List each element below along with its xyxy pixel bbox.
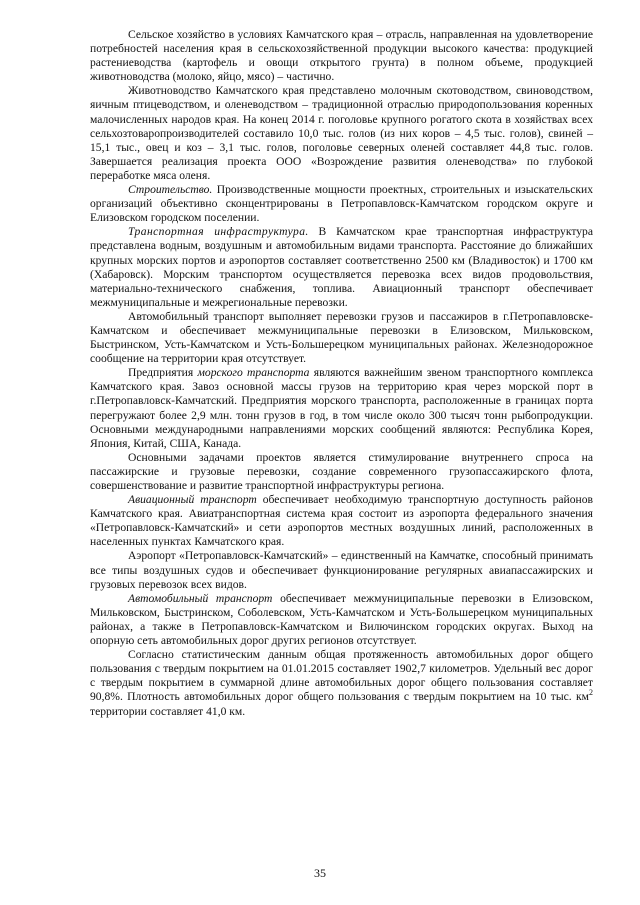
paragraph-sea-transport	[90, 366, 593, 451]
paragraph-lead: Транспортная инфраструктура.	[128, 225, 309, 239]
paragraph-text-before: Предприятия	[128, 366, 198, 380]
paragraph-agriculture	[90, 28, 593, 84]
paragraph-lead: Строительство.	[128, 183, 213, 197]
paragraph-text: Согласно статистическим данным общая протяженность автомобильных дорог общего пользования с твердым покрытием на 01.01.2015 составляет 1902,7 километров. Удельный вес дорог с твердым покрытием в суммарной длине автомобильных дорог общего пользования составляет 90,8%. Плотность автомобильных дорог общего пользования с твердым покрытием на 10 тыс. км	[90, 648, 593, 704]
paragraph-text-after: территории составляет 41,0 км.	[90, 704, 246, 718]
paragraph-text: обеспечивает межмуниципальные перевозки в Елизовском, Мильковском, Быстринском, Соболевском, Усть-Камчатском и Усть-Большерецком муниципальных районах, а также в Петропавловск-Камчатском и Вилючинском городских округах. Выход на опорную сеть автомобильных дорог других регионов отсутствует.	[90, 591, 593, 648]
paragraph-livestock	[90, 84, 593, 183]
paragraph-construction	[90, 183, 593, 225]
paragraph-text: Аэропорт «Петропавловск-Камчатский» – единственный на Камчатке, способный принимать все типы воздушных судов и обеспечивает функционирование регулярных авиапассажирских и грузовых перевозок всех видов.	[90, 549, 593, 591]
paragraph-text: Производственные мощности проектных, строительных и изыскательских организаций объективно сконцентрированы в Петропавловск-Камчатском городском округе и Елизовском городском поселении.	[90, 183, 593, 225]
paragraph-air-transport	[90, 493, 593, 549]
paragraph-lead: Автомобильный транспорт	[128, 591, 273, 605]
paragraph-text: В Камчатском крае транспортная инфраструктура представлена водным, воздушным и автомобильным видами транспорта. Расстояние до ближайших крупных морских портов и аэропортов составляет соответственно 2500 км (Владивосток) и 1700 км (Хабаровск). Морским транспортом осуществляется перевозка всех видов продовольствия, материально-технического снабжения, топлива. Авиационный транспорт обеспечивает межмуниципальные и межрегиональные перевозки.	[90, 225, 593, 309]
page-number: 35	[314, 866, 326, 880]
paragraph-road-statistics	[90, 648, 593, 718]
paragraph-text: Животноводство Камчатского края представлено молочным скотоводством, свиноводством, яичным птицеводством, и оленеводством – традиционной отраслью природопользования коренных малочисленных народов края. На конец 2014 г. поголовье крупного рогатого скота в хозяйствах всех сельхозтоваропроизводителей составило 10,0 тыс. голов (из них коров – 4,5 тыс. голов), свиней – 15,1 тыс., овец и коз – 3,1 тыс. голов, поголовье северных оленей составляет 44,8 тыс. голов. Завершается реализация проекта ООО «Возрождение развития оленеводства» по глубокой переработке мяса оленя.	[90, 84, 593, 182]
paragraph-road-transport-intro	[90, 310, 593, 366]
paragraph-airport	[90, 549, 593, 591]
paragraph-text: Сельское хозяйство в условиях Камчатского края – отрасль, направленная на удовлетворение потребностей населения края в сельскохозяйственной продукции высокого качества: продукцией растениеводства (картофель и овощи открытого грунта) в полном объеме, продукцией животноводства (молоко, яйцо, мясо) – частично.	[90, 28, 593, 84]
paragraph-text: Автомобильный транспорт выполняет перевозки грузов и пассажиров в г.Петропавловске-Камчатском и обеспечивает межмуниципальные перевозки в Елизовском, Мильковском, Быстринском, Усть-Камчатском и Усть-Большерецком муниципальных районах. Железнодорожное сообщение на территории края отсутствует.	[90, 309, 593, 366]
paragraph-text: Основными задачами проектов является стимулирование внутреннего спроса на пассажирские и грузовые перевозки, создание современного грузопассажирского флота, совершенствование и развитие транспортной инфраструктуры региона.	[90, 450, 593, 492]
paragraph-text: обеспечивает необходимую транспортную доступность районов Камчатского края. Авиатранспортная система края состоит из аэропорта федерального значения «Петропавловск-Камчатский» и сети аэропортов местных воздушных линий, расположенных в населенных пунктах Камчатского края.	[90, 493, 594, 549]
superscript: 2	[589, 688, 593, 698]
paragraph-lead: Авиационный транспорт	[128, 493, 257, 507]
paragraph-inline-italic: морского транспорта	[197, 366, 310, 380]
paragraph-text: являются важнейшим звеном транспортного комплекса Камчатского края. Завоз основной массы грузов на территорию края через морской порт в г.Петропавловск-Камчатский. Предприятия морского транспорта, расположенные в границах порта перегружают более 2,9 млн. тонн грузов в год, в том числе около 300 тысяч тонн рыбопродукции. Основными международными направлениями морских сообщений являются: Республика Корея, Япония, Китай, США, Канада.	[90, 366, 593, 450]
paragraph-project-goals	[90, 451, 593, 493]
document-body	[90, 28, 593, 719]
paragraph-transport-infrastructure	[90, 225, 593, 310]
paragraph-road-transport	[90, 592, 593, 648]
